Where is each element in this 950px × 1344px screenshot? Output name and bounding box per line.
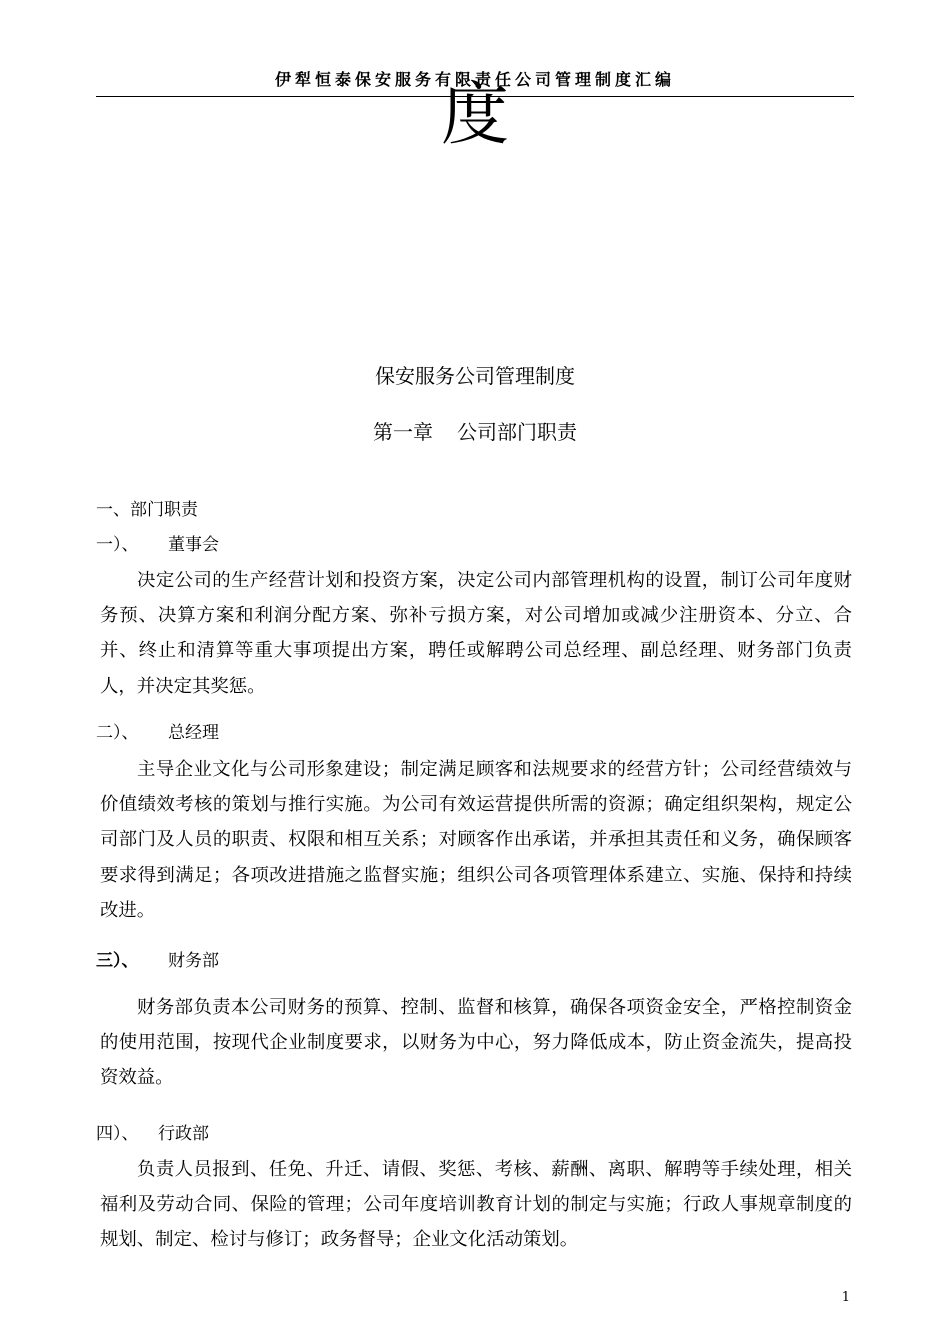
running-header-title: 伊犁恒泰保安服务有限责任公司管理制度汇编	[274, 70, 675, 89]
overlay-character: 度	[440, 76, 509, 155]
section-heading-board	[96, 532, 219, 558]
section-heading-finance	[96, 948, 219, 974]
chapter-number: 第一章	[373, 420, 433, 444]
section-heading-general-manager	[96, 720, 219, 746]
section-number: 四）、	[96, 1124, 139, 1144]
chapter-title: 公司部门职责	[457, 420, 577, 444]
section-body-board: 决定公司的生产经营计划和投资方案，决定公司内部管理机构的设置，制订公司年度财务预、决算方案和利润分配方案、弥补亏损方案，对公司增加或减少注册资本、分立、合并、终止和清算等重大事项提出方案，聘任或解聘公司总经理、副总经理、财务部门负责人，并决定其奖惩。	[100, 570, 852, 697]
section-main-heading: 一、部门职责	[96, 500, 198, 520]
section-title: 财务部	[168, 951, 219, 971]
section-title: 董事会	[168, 535, 219, 555]
section-title: 总经理	[168, 723, 219, 743]
section-body-finance: 财务部负责本公司财务的预算、控制、监督和核算，确保各项资金安全，严格控制资金的使用范围，按现代企业制度要求，以财务为中心，努力降低成本，防止资金流失，提高投资效益。	[100, 997, 852, 1089]
section-body-general-manager: 主导企业文化与公司形象建设；制定满足顾客和法规要求的经营方针；公司经营绩效与价值绩效考核的策划与推行实施。为公司有效运营提供所需的资源；确定组织架构，规定公司部门及人员的职责、权限和相互关系；对顾客作出承诺，并承担其责任和义务，确保顾客要求得到满足；各项改进措施之监督实施；组织公司各项管理体系建立、实施、保持和持续改进。	[100, 759, 852, 921]
document-title: 保安服务公司管理制度	[375, 364, 575, 388]
section-heading-administration	[96, 1121, 209, 1147]
page-number: 1	[841, 1290, 850, 1305]
section-body-administration: 负责人员报到、任免、升迁、请假、奖惩、考核、薪酬、离职、解聘等手续处理，相关福利及劳动合同、保险的管理；公司年度培训教育计划的制定与实施；行政人事规章制度的规划、制定、检讨与修订；政务督导；企业文化活动策划。	[100, 1159, 852, 1251]
section-number: 三）、	[96, 951, 139, 971]
section-number: 一）、	[96, 535, 139, 555]
section-number: 二）、	[96, 723, 139, 743]
section-title: 行政部	[158, 1124, 209, 1144]
chapter-heading	[0, 417, 950, 447]
